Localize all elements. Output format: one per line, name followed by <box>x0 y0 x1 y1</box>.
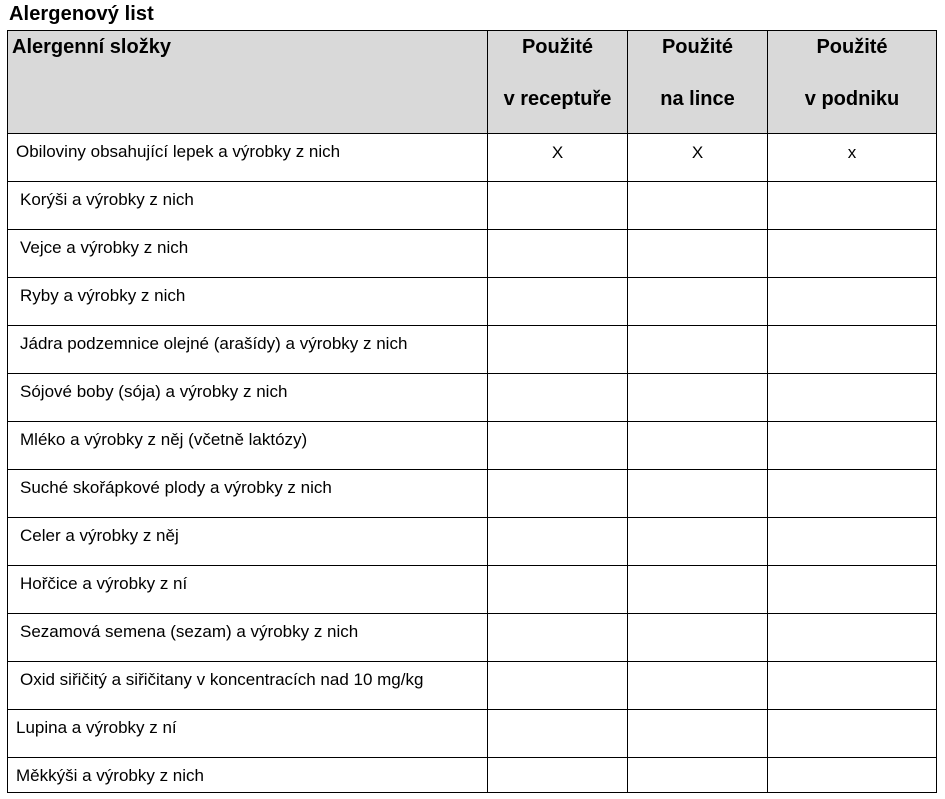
business-mark <box>768 710 936 719</box>
allergen-name: Ryby a výrobky z nich <box>20 286 186 305</box>
allergen-table <box>7 30 937 793</box>
table-row <box>8 422 937 470</box>
line-mark <box>628 470 767 479</box>
line-cell <box>628 566 768 614</box>
business-cell <box>768 422 937 470</box>
table-row <box>8 614 937 662</box>
business-cell <box>768 518 937 566</box>
business-cell <box>768 758 937 793</box>
business-mark <box>768 518 936 527</box>
table-row <box>8 518 937 566</box>
line-mark <box>628 662 767 671</box>
business-mark <box>768 470 936 479</box>
allergen-name-cell <box>8 422 488 470</box>
header-business-line1: Použité <box>816 36 888 58</box>
line-cell <box>628 614 768 662</box>
line-mark: X <box>691 143 704 162</box>
line-cell <box>628 710 768 758</box>
recipe-mark <box>488 230 627 239</box>
line-mark <box>628 278 767 287</box>
table-row <box>8 710 937 758</box>
allergen-name: Suché skořápkové plody a výrobky z nich <box>20 478 332 497</box>
header-used-in-business <box>768 31 937 134</box>
business-cell <box>768 182 937 230</box>
business-mark <box>768 662 936 671</box>
line-mark <box>628 710 767 719</box>
table-row <box>8 182 937 230</box>
table-row <box>8 278 937 326</box>
allergen-name-cell <box>8 230 488 278</box>
recipe-cell <box>488 710 628 758</box>
line-mark <box>628 566 767 575</box>
business-mark: x <box>847 143 857 162</box>
header-used-on-line <box>628 31 768 134</box>
recipe-mark <box>488 374 627 383</box>
line-cell <box>628 230 768 278</box>
line-cell <box>628 326 768 374</box>
allergen-name: Mléko a výrobky z něj (včetně laktózy) <box>20 430 308 449</box>
line-mark <box>628 182 767 191</box>
business-cell <box>768 374 937 422</box>
allergen-name: Jádra podzemnice olejné (arašídy) a výrobky z nich <box>20 334 408 353</box>
line-cell <box>628 662 768 710</box>
recipe-mark <box>488 326 627 335</box>
line-mark <box>628 422 767 431</box>
business-mark <box>768 278 936 287</box>
allergen-name: Lupina a výrobky z ní <box>16 718 177 737</box>
allergen-name-cell <box>8 374 488 422</box>
line-mark <box>628 326 767 335</box>
business-cell <box>768 230 937 278</box>
business-mark <box>768 566 936 575</box>
business-cell <box>768 278 937 326</box>
table-row <box>8 374 937 422</box>
recipe-mark: X <box>551 143 564 162</box>
recipe-mark <box>488 422 627 431</box>
allergen-name: Vejce a výrobky z nich <box>20 238 189 257</box>
business-cell <box>768 614 937 662</box>
line-mark <box>628 758 767 767</box>
table-row <box>8 566 937 614</box>
business-cell <box>768 710 937 758</box>
allergen-name-cell <box>8 614 488 662</box>
recipe-mark <box>488 278 627 287</box>
line-mark <box>628 374 767 383</box>
allergen-name: Oxid siřičitý a siřičitany v koncentracích nad 10 mg/kg <box>20 670 424 689</box>
table-row <box>8 230 937 278</box>
line-cell <box>628 278 768 326</box>
allergen-name: Hořčice a výrobky z ní <box>20 574 188 593</box>
allergen-name-cell <box>8 662 488 710</box>
recipe-cell <box>488 374 628 422</box>
recipe-cell <box>488 758 628 793</box>
table-row <box>8 134 937 182</box>
line-mark <box>628 518 767 527</box>
allergen-name-cell <box>8 758 488 793</box>
business-mark <box>768 374 936 383</box>
allergen-name: Sezamová semena (sezam) a výrobky z nich <box>20 622 359 641</box>
recipe-mark <box>488 710 627 719</box>
business-cell <box>768 326 937 374</box>
recipe-mark <box>488 758 627 767</box>
recipe-cell <box>488 470 628 518</box>
recipe-cell <box>488 662 628 710</box>
allergen-name-cell <box>8 566 488 614</box>
allergen-name: Obiloviny obsahující lepek a výrobky z nich <box>16 142 341 161</box>
line-cell <box>628 134 768 182</box>
business-mark <box>768 230 936 239</box>
recipe-mark <box>488 518 627 527</box>
allergen-name: Sójové boby (sója) a výrobky z nich <box>20 382 288 401</box>
recipe-cell <box>488 134 628 182</box>
recipe-mark <box>488 662 627 671</box>
business-cell <box>768 134 937 182</box>
line-mark <box>628 614 767 623</box>
header-line-line1: Použité <box>661 36 734 58</box>
line-mark <box>628 230 767 239</box>
allergen-name-cell <box>8 182 488 230</box>
document-title: Alergenový list <box>9 3 154 25</box>
recipe-mark <box>488 182 627 191</box>
header-recipe-line2: v receptuře <box>503 88 612 110</box>
table-row <box>8 662 937 710</box>
business-mark <box>768 422 936 431</box>
allergen-name-cell <box>8 326 488 374</box>
recipe-cell <box>488 182 628 230</box>
recipe-mark <box>488 614 627 623</box>
recipe-cell <box>488 422 628 470</box>
allergen-name-cell <box>8 710 488 758</box>
recipe-cell <box>488 518 628 566</box>
header-allergen-components <box>8 31 488 134</box>
business-mark <box>768 182 936 191</box>
recipe-mark <box>488 470 627 479</box>
line-cell <box>628 470 768 518</box>
allergen-name: Celer a výrobky z něj <box>20 526 179 545</box>
allergen-name-cell <box>8 278 488 326</box>
line-cell <box>628 374 768 422</box>
table-row <box>8 470 937 518</box>
business-cell <box>768 662 937 710</box>
allergen-name-cell <box>8 470 488 518</box>
allergen-name-cell <box>8 134 488 182</box>
business-cell <box>768 470 937 518</box>
business-mark <box>768 326 936 335</box>
business-mark <box>768 758 936 767</box>
allergen-name: Korýši a výrobky z nich <box>20 190 194 209</box>
header-allergen-label: Alergenní složky <box>12 36 171 58</box>
line-cell <box>628 182 768 230</box>
allergen-name: Měkkýši a výrobky z nich <box>16 766 204 785</box>
recipe-cell <box>488 230 628 278</box>
line-cell <box>628 518 768 566</box>
header-line-line2: na lince <box>660 88 735 110</box>
table-row <box>8 326 937 374</box>
allergen-name-cell <box>8 518 488 566</box>
header-recipe-line1: Použité <box>521 36 594 58</box>
header-used-in-recipe <box>488 31 628 134</box>
line-cell <box>628 422 768 470</box>
table-row <box>8 758 937 793</box>
business-cell <box>768 566 937 614</box>
table-header-row <box>8 31 937 134</box>
recipe-cell <box>488 566 628 614</box>
recipe-cell <box>488 614 628 662</box>
business-mark <box>768 614 936 623</box>
header-business-line2: v podniku <box>804 88 900 110</box>
line-cell <box>628 758 768 793</box>
recipe-cell <box>488 278 628 326</box>
recipe-mark <box>488 566 627 575</box>
recipe-cell <box>488 326 628 374</box>
